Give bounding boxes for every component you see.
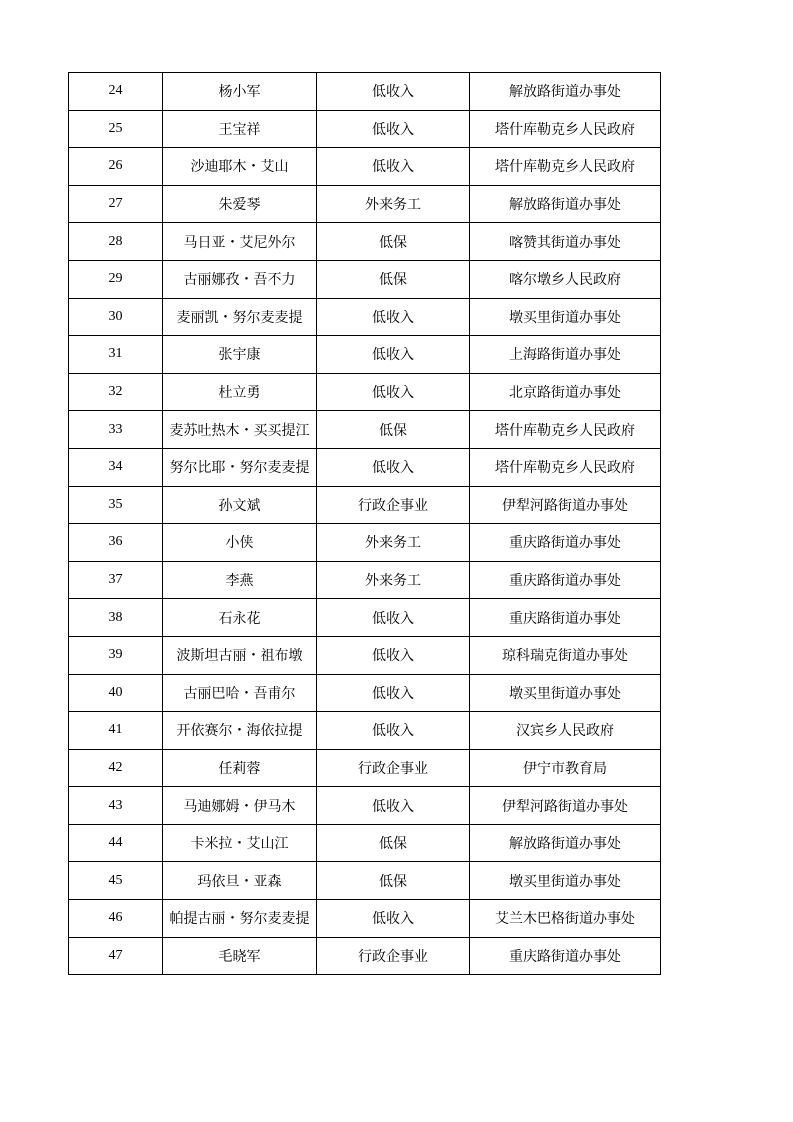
table-row [69,674,661,712]
cell-unit: 重庆路街道办事处 [470,524,661,562]
cell-unit: 琼科瑞克街道办事处 [470,636,661,674]
cell-number: 43 [69,787,163,825]
cell-unit: 重庆路街道办事处 [470,937,661,975]
recipient-table [68,72,661,975]
cell-number: 24 [69,73,163,111]
cell-number: 39 [69,636,163,674]
cell-category: 低收入 [317,373,470,411]
cell-category: 低收入 [317,298,470,336]
cell-category: 低收入 [317,148,470,186]
table-row [69,937,661,975]
table-row [69,223,661,261]
table-row [69,599,661,637]
cell-unit: 上海路街道办事处 [470,336,661,374]
cell-number: 25 [69,110,163,148]
table-row [69,73,661,111]
cell-number: 36 [69,524,163,562]
cell-category: 低收入 [317,674,470,712]
cell-unit: 塔什库勒克乡人民政府 [470,448,661,486]
table-row [69,373,661,411]
cell-category: 低保 [317,862,470,900]
cell-name: 孙文斌 [163,486,317,524]
cell-unit: 解放路街道办事处 [470,824,661,862]
cell-unit: 墩买里街道办事处 [470,298,661,336]
cell-category: 低收入 [317,73,470,111]
cell-unit: 重庆路街道办事处 [470,599,661,637]
cell-number: 40 [69,674,163,712]
table-row [69,110,661,148]
cell-category: 外来务工 [317,561,470,599]
cell-number: 31 [69,336,163,374]
cell-number: 46 [69,900,163,938]
cell-unit: 解放路街道办事处 [470,185,661,223]
cell-unit: 北京路街道办事处 [470,373,661,411]
cell-category: 低保 [317,223,470,261]
cell-name: 马日亚・艾尼外尔 [163,223,317,261]
cell-name: 开依赛尔・海依拉提 [163,712,317,750]
table-row [69,448,661,486]
cell-category: 低保 [317,824,470,862]
cell-category: 低保 [317,411,470,449]
cell-name: 李燕 [163,561,317,599]
cell-name: 沙迪耶木・艾山 [163,148,317,186]
cell-unit: 伊犁河路街道办事处 [470,787,661,825]
cell-number: 41 [69,712,163,750]
table-row [69,636,661,674]
table-row [69,749,661,787]
cell-name: 古丽巴哈・吾甫尔 [163,674,317,712]
cell-number: 29 [69,260,163,298]
cell-unit: 伊犁河路街道办事处 [470,486,661,524]
cell-category: 低收入 [317,787,470,825]
cell-unit: 墩买里街道办事处 [470,862,661,900]
cell-number: 30 [69,298,163,336]
cell-unit: 解放路街道办事处 [470,73,661,111]
table-row [69,486,661,524]
cell-number: 27 [69,185,163,223]
cell-number: 35 [69,486,163,524]
cell-category: 低收入 [317,110,470,148]
cell-category: 外来务工 [317,524,470,562]
cell-name: 王宝祥 [163,110,317,148]
cell-name: 玛依旦・亚森 [163,862,317,900]
table-row [69,561,661,599]
cell-name: 古丽娜孜・吾不力 [163,260,317,298]
table-row [69,185,661,223]
table-row [69,900,661,938]
cell-number: 45 [69,862,163,900]
cell-name: 麦丽凯・努尔麦麦提 [163,298,317,336]
cell-name: 杜立勇 [163,373,317,411]
cell-unit: 艾兰木巴格街道办事处 [470,900,661,938]
cell-unit: 重庆路街道办事处 [470,561,661,599]
cell-unit: 喀尔墩乡人民政府 [470,260,661,298]
cell-number: 42 [69,749,163,787]
cell-category: 低收入 [317,599,470,637]
cell-number: 38 [69,599,163,637]
cell-unit: 喀赞其街道办事处 [470,223,661,261]
cell-name: 卡米拉・艾山江 [163,824,317,862]
cell-category: 低收入 [317,336,470,374]
cell-category: 行政企事业 [317,486,470,524]
cell-category: 行政企事业 [317,749,470,787]
cell-unit: 伊宁市教育局 [470,749,661,787]
cell-unit: 塔什库勒克乡人民政府 [470,411,661,449]
cell-category: 低收入 [317,712,470,750]
table-row [69,411,661,449]
cell-number: 28 [69,223,163,261]
cell-unit: 墩买里街道办事处 [470,674,661,712]
table-row [69,524,661,562]
table-row [69,298,661,336]
cell-number: 47 [69,937,163,975]
table-row [69,862,661,900]
cell-number: 26 [69,148,163,186]
cell-name: 朱爱琴 [163,185,317,223]
cell-number: 33 [69,411,163,449]
cell-name: 帕提古丽・努尔麦麦提 [163,900,317,938]
table-row [69,712,661,750]
table-row [69,260,661,298]
cell-unit: 汉宾乡人民政府 [470,712,661,750]
cell-name: 张宇康 [163,336,317,374]
cell-number: 32 [69,373,163,411]
table-row [69,148,661,186]
cell-category: 低收入 [317,900,470,938]
cell-unit: 塔什库勒克乡人民政府 [470,148,661,186]
table-body [69,73,661,975]
cell-name: 小侠 [163,524,317,562]
cell-name: 石永花 [163,599,317,637]
table-row [69,824,661,862]
table-row [69,336,661,374]
cell-name: 麦苏吐热木・买买提江 [163,411,317,449]
cell-category: 低收入 [317,448,470,486]
cell-category: 外来务工 [317,185,470,223]
cell-name: 波斯坦古丽・祖布墩 [163,636,317,674]
cell-name: 努尔比耶・努尔麦麦提 [163,448,317,486]
cell-category: 低保 [317,260,470,298]
cell-unit: 塔什库勒克乡人民政府 [470,110,661,148]
cell-name: 杨小军 [163,73,317,111]
cell-number: 34 [69,448,163,486]
table-row [69,787,661,825]
cell-name: 毛晓军 [163,937,317,975]
cell-category: 行政企事业 [317,937,470,975]
cell-category: 低收入 [317,636,470,674]
cell-number: 44 [69,824,163,862]
cell-name: 任莉蓉 [163,749,317,787]
cell-number: 37 [69,561,163,599]
cell-name: 马迪娜姆・伊马木 [163,787,317,825]
